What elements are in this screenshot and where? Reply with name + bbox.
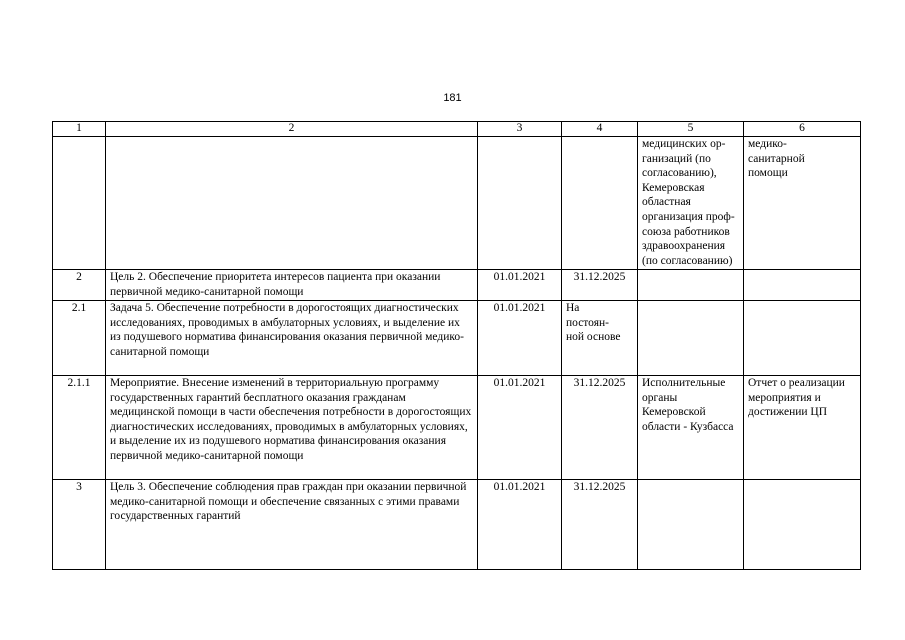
table-row xyxy=(53,376,861,480)
continuation-result-cell: медико- санитарной помощи xyxy=(744,137,861,270)
row-result: Отчет о реализации мероприятия и достижении ЦП xyxy=(744,376,861,480)
table-header-row xyxy=(53,122,861,137)
row-start-date: 01.01.2021 xyxy=(478,480,562,570)
row-text: Мероприятие. Внесение изменений в территориальную программу государственных гарантий бесплатного оказания гражданам медицинской помощи в части обеспечения потребности в дорогостоящих диагностических исследованиях, проводимых в амбулаторных условиях, и выделение их из подушевого норматива финансирования оказания первичной медико-санитарной помощи xyxy=(106,376,478,480)
row-text: Задача 5. Обеспечение потребности в дорогостоящих диагностических исследованиях, проводимых в амбулаторных условиях, и выделение их из подушевого норматива финансирования оказания первичной медико-санитарной помощи xyxy=(106,301,478,376)
row-number: 2.1.1 xyxy=(53,376,106,480)
row-start-date: 01.01.2021 xyxy=(478,301,562,376)
continuation-executor-cell: медицинских ор- ганизаций (по согласованию), Кемеровская областная организация проф- союза работников здравоохранения (по согласованию) xyxy=(638,137,744,270)
row-number: 2.1 xyxy=(53,301,106,376)
header-col-3: 3 xyxy=(478,122,562,137)
row-text: Цель 2. Обеспечение приоритета интересов пациента при оказании первичной медико-санитарной помощи xyxy=(106,270,478,301)
row-executor xyxy=(638,480,744,570)
row-number: 2 xyxy=(53,270,106,301)
row-result xyxy=(744,301,861,376)
row-executor: Исполнительные органы Кемеровской области - Кузбасса xyxy=(638,376,744,480)
plan-table xyxy=(52,121,861,570)
table-row xyxy=(53,480,861,570)
row-number: 3 xyxy=(53,480,106,570)
row-executor xyxy=(638,301,744,376)
row-end-date: 31.12.2025 xyxy=(562,480,638,570)
header-col-2: 2 xyxy=(106,122,478,137)
row-end-date: 31.12.2025 xyxy=(562,270,638,301)
header-col-6: 6 xyxy=(744,122,861,137)
table-row-continuation xyxy=(53,137,861,270)
row-start-date: 01.01.2021 xyxy=(478,376,562,480)
row-result xyxy=(744,480,861,570)
header-col-5: 5 xyxy=(638,122,744,137)
header-col-4: 4 xyxy=(562,122,638,137)
table-row xyxy=(53,270,861,301)
row-end-date: На постоян- ной основе xyxy=(562,301,638,376)
row-start-date: 01.01.2021 xyxy=(478,270,562,301)
row-end-date: 31.12.2025 xyxy=(562,376,638,480)
page-number: 181 xyxy=(443,92,462,104)
row-text: Цель 3. Обеспечение соблюдения прав граждан при оказании первичной медико-санитарной помощи и обеспечение связанных с этими правами государственных гарантий xyxy=(106,480,478,570)
table-row xyxy=(53,301,861,376)
row-executor xyxy=(638,270,744,301)
header-col-1: 1 xyxy=(53,122,106,137)
row-result xyxy=(744,270,861,301)
